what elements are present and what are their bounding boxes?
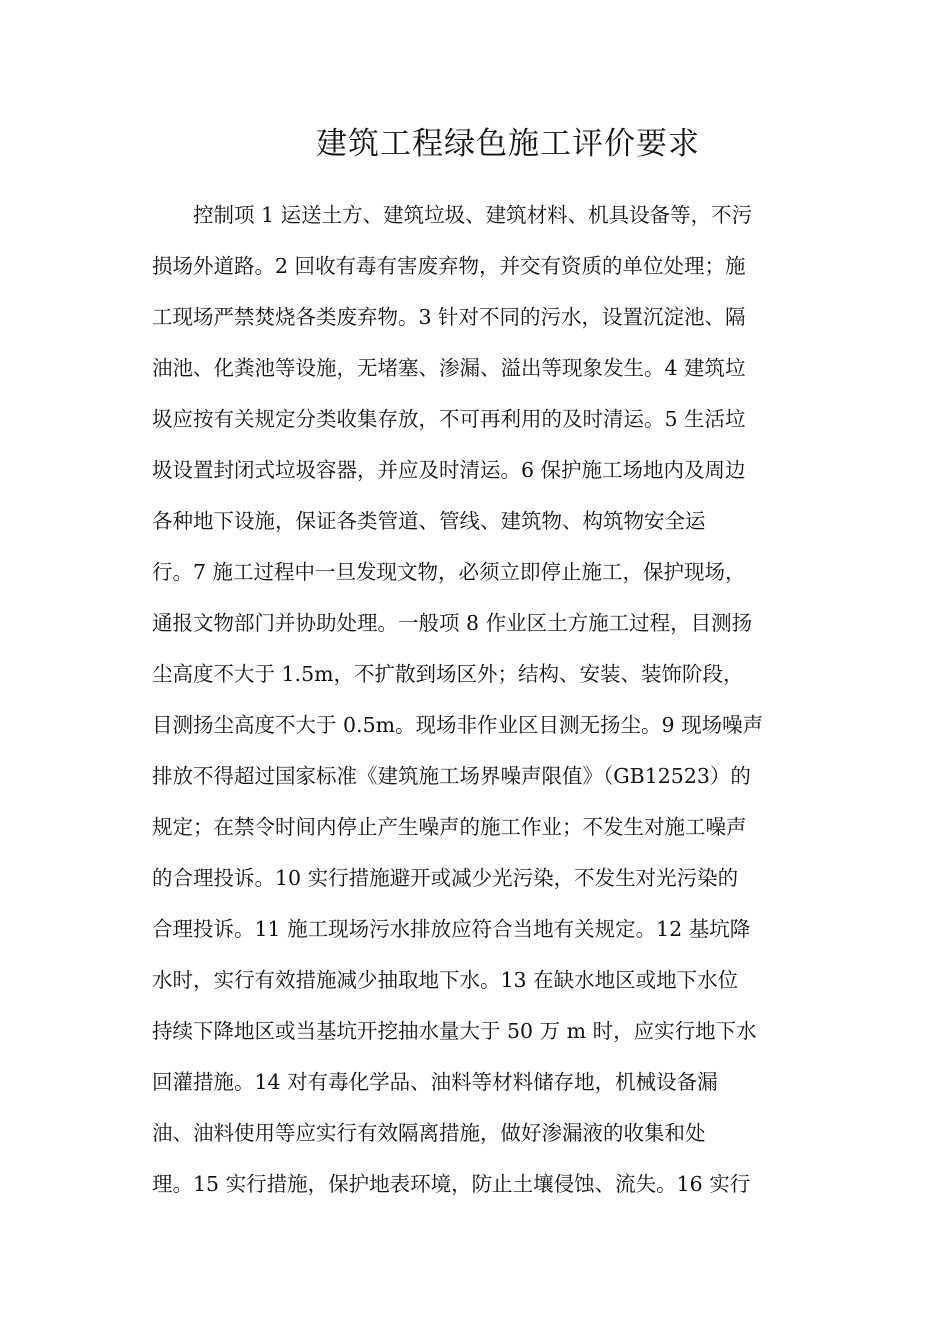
body-line: 油池、化粪池等设施，无堵塞、渗漏、溢出等现象发生。4 建筑垃 (152, 356, 746, 380)
body-line: 排放不得超过国家标准《建筑施工场界噪声限值》（GB12523）的 (152, 764, 751, 788)
body-line: 圾设置封闭式垃圾容器，并应及时清运。6 保护施工场地内及周边 (152, 458, 746, 482)
body-line: 水时，实行有效措施减少抽取地下水。13 在缺水地区或地下水位 (152, 968, 739, 992)
body-line: 尘高度不大于 1.5m，不扩散到场区外；结构、安装、装饰阶段， (152, 662, 744, 686)
body-line: 工现场严禁焚烧各类废弃物。3 针对不同的污水，设置沉淀池、隔 (152, 305, 746, 329)
body-line: 油、油料使用等应实行有效隔离措施，做好渗漏液的收集和处 (152, 1121, 706, 1145)
body-line: 行。7 施工过程中一旦发现文物，必须立即停止施工，保护现场， (152, 560, 746, 584)
body-line: 通报文物部门并协助处理。一般项 8 作业区土方施工过程，目测扬 (152, 611, 753, 635)
body-line: 持续下降地区或当基坑开挖抽水量大于 50 万 m 时，应实行地下水 (152, 1019, 757, 1043)
body-line: 控制项 1 运送土方、建筑垃圾、建筑材料、机具设备等，不污 (193, 203, 753, 227)
document-title: 建筑工程绿色施工评价要求 (316, 126, 700, 162)
body-line: 各种地下设施，保证各类管道、管线、建筑物、构筑物安全运 (152, 509, 706, 533)
body-line: 圾应按有关规定分类收集存放，不可再利用的及时清运。5 生活垃 (152, 407, 746, 431)
body-line: 目测扬尘高度不大于 0.5m。现场非作业区目测无扬尘。9 现场噪声 (152, 713, 764, 737)
document-body (152, 193, 802, 1213)
body-line: 损场外道路。2 回收有毒有害废弃物，并交有资质的单位处理；施 (152, 254, 746, 278)
body-line: 规定；在禁令时间内停止产生噪声的施工作业；不发生对施工噪声 (152, 815, 747, 839)
body-line: 理。15 实行措施，保护地表环境，防止土壤侵蚀、流失。16 实行 (152, 1172, 751, 1196)
body-line: 合理投诉。11 施工现场污水排放应符合当地有关规定。12 基坑降 (152, 917, 751, 941)
body-line: 回灌措施。14 对有毒化学品、油料等材料储存地，机械设备漏 (152, 1070, 718, 1094)
body-line: 的合理投诉。10 实行措施避开或减少光污染，不发生对光污染的 (152, 866, 739, 890)
